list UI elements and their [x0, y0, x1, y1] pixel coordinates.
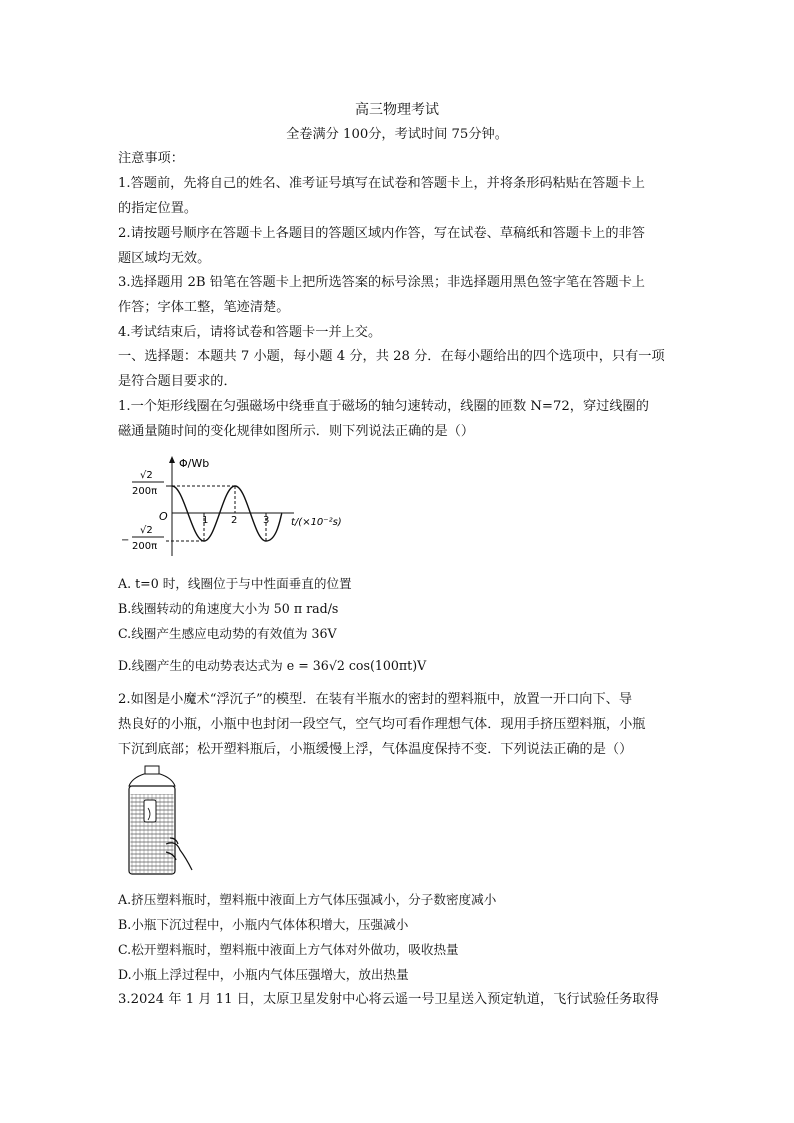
option-d: D.线圈产生的电动势表达式为 e = 36√2 cos(100πt)V: [118, 658, 427, 673]
option-a: A.挤压塑料瓶时，塑料瓶中液面上方气体压强减小，分子数密度减小: [118, 892, 497, 907]
notice-line: 1.答题前，先将自己的姓名、准考证号填写在试卷和答题卡上，并将条形码粘贴在答题卡上: [118, 176, 645, 191]
question-1-stem: 1.一个矩形线圈在匀强磁场中绕垂直于磁场的轴匀速转动，线圈的匝数 N=72，穿过线圈的: [118, 399, 649, 414]
notice-line: 3.选择题用 2B 铅笔在答题卡上把所选答案的标号涂黑；非选择题用黑色签字笔在答题卡上: [118, 275, 645, 290]
notice-line: 2.请按题号顺序在答题卡上各题目的答题区域内作答，写在试卷、草稿纸和答题卡上的非答: [118, 226, 645, 241]
question-2-stem: 2.如图是小魔术“浮沉子”的模型．在装有半瓶水的密封的塑料瓶中，放置一开口向下、导: [118, 692, 632, 707]
y-max-denominator: 200π: [132, 486, 158, 497]
flux-time-graph: [118, 452, 368, 560]
option-c: C.松开塑料瓶时，塑料瓶中液面上方气体对外做功，吸收热量: [118, 942, 459, 957]
exam-title: 高三物理考试: [355, 102, 439, 118]
bottle-diagram: [122, 764, 198, 878]
question-2-stem: 热良好的小瓶，小瓶中也封闭一段空气，空气均可看作理想气体．现用手挤压塑料瓶，小瓶: [118, 717, 646, 732]
y-min-denominator: 200π: [132, 541, 158, 552]
notice-line: 作答；字体工整，笔迹清楚。: [118, 300, 290, 315]
y-axis-label: Φ/Wb: [179, 457, 210, 470]
option-b: B.线圈转动的角速度大小为 50 π rad/s: [118, 601, 339, 616]
question-3-stem: 3.2024 年 1 月 11 日，太原卫星发射中心将云遥一号卫星送入预定轨道，飞行试验任务取得: [118, 992, 659, 1007]
tick-label: 3: [263, 515, 270, 526]
question-1-stem: 磁通量随时间的变化规律如图所示．则下列说法正确的是（）: [118, 424, 475, 439]
x-axis-label: t/(×10⁻²s): [291, 517, 342, 528]
section-heading: 一、选择题：本题共 7 小题，每小题 4 分，共 28 分．在每小题给出的四个选项中，只有一项: [118, 349, 665, 364]
notice-line: 的指定位置。: [118, 201, 198, 216]
notice-line: 题区域均无效。: [118, 251, 211, 266]
section-heading: 是符合题目要求的．: [118, 374, 237, 389]
y-min-sign: −: [121, 535, 130, 546]
question-2-stem: 下沉到底部；松开塑料瓶后，小瓶缓慢上浮，气体温度保持不变．下列说法正确的是（）: [118, 742, 633, 757]
y-max-numerator: √2: [140, 470, 153, 481]
option-a: A. t=0 时，线圈位于与中性面垂直的位置: [118, 576, 352, 591]
origin-label: O: [159, 510, 168, 523]
notice-line: 4.考试结束后，请将试卷和答题卡一并上交。: [118, 325, 382, 340]
option-c: C.线圈产生感应电动势的有效值为 36V: [118, 626, 337, 641]
exam-subtitle: 全卷满分 100分，考试时间 75分钟。: [286, 127, 508, 142]
notice-header: 注意事项：: [118, 151, 184, 166]
option-b: B.小瓶下沉过程中，小瓶内气体体积增大，压强减小: [118, 917, 409, 932]
y-min-numerator: √2: [140, 525, 153, 536]
tick-label: 1: [202, 515, 209, 526]
tick-label: 2: [231, 515, 238, 526]
option-d: D.小瓶上浮过程中，小瓶内气体压强增大，放出热量: [118, 967, 409, 982]
